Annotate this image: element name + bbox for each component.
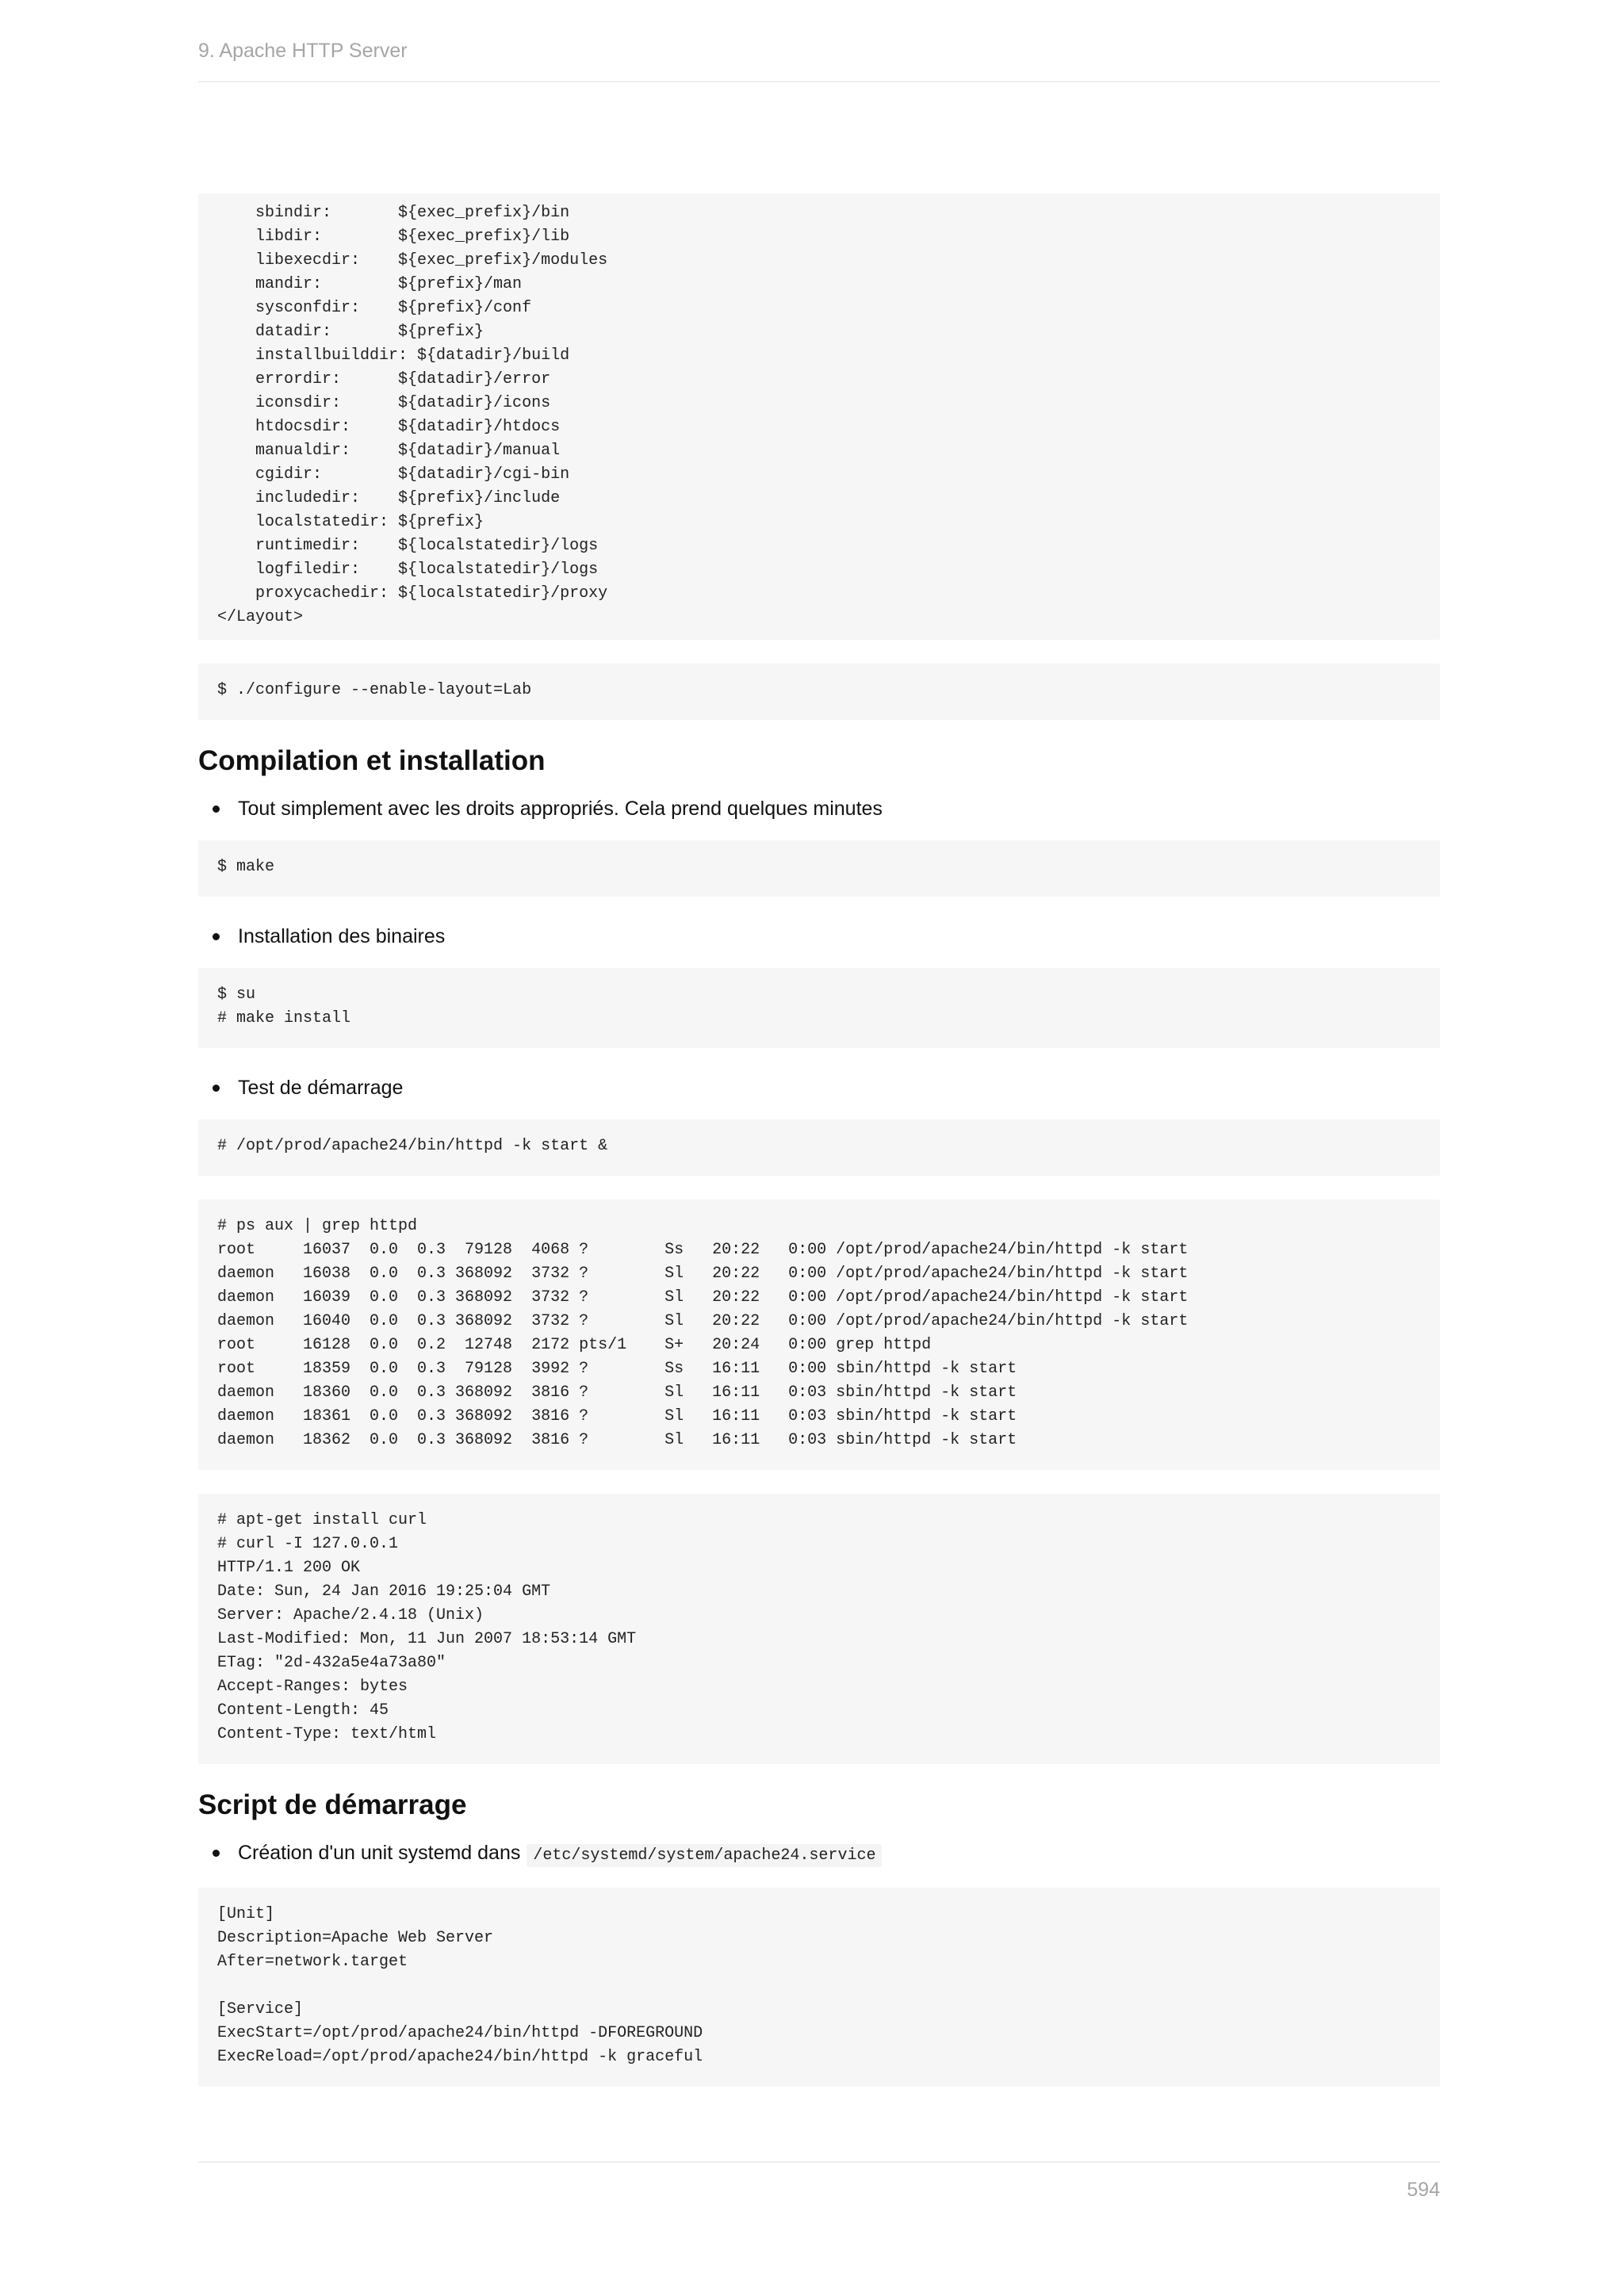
- unit-path-inline-code: /etc/systemd/system/apache24.service: [527, 1844, 882, 1867]
- install-command-code-block: $ su # make install: [198, 968, 1440, 1048]
- page-content: [198, 193, 1440, 2110]
- test-bullet-list: [198, 1072, 1440, 1104]
- chapter-title: 9. Apache HTTP Server: [198, 40, 408, 62]
- make-command-code-block: $ make: [198, 840, 1440, 897]
- install-bullet-item: Installation des binaires: [238, 920, 1440, 952]
- make-bullet-item: Tout simplement avec les droits appropriés. Cela prend quelques minutes: [238, 793, 1440, 825]
- systemd-unit-code-block: [Unit] Description=Apache Web Server After=network.target [Service] ExecStart=/opt/prod/apache24/bin/httpd -DFOREGROUND ExecReload=/opt/prod/apache24/bin/httpd -k graceful: [198, 1888, 1440, 2087]
- unit-bullet-item: [238, 1837, 1440, 1872]
- script-bullet-list: [198, 1837, 1440, 1872]
- compilation-section-heading: Compilation et installation: [198, 745, 546, 776]
- page-header: [198, 35, 1440, 82]
- curl-output-code-block: # apt-get install curl # curl -I 127.0.0.1 HTTP/1.1 200 OK Date: Sun, 24 Jan 2016 19:25:04 GMT Server: Apache/2.4.18 (Unix) Last-Modified: Mon, 11 Jun 2007 18:53:14 GMT ETag: "2d-432a5e4a73a80" Accept-Ranges: bytes Content-Length: 45 Content-Type: text/html: [198, 1494, 1440, 1764]
- ps-output-code-block: # ps aux | grep httpd root 16037 0.0 0.3 79128 4068 ? Ss 20:22 0:00 /opt/prod/apache24/bin/httpd -k start daemon 16038 0.0 0.3 368092 3732 ? Sl 20:22 0:00 /opt/prod/apache24/bin/httpd -k start daemon 16039 0.0 0.3 368092 3732 ? Sl 20:22 0:00 /opt/prod/apache24/bin/httpd -k start daemon 16040 0.0 0.3 368092 3732 ? Sl 20:22 0:00 /opt/prod/apache24/bin/httpd -k start root 16128 0.0 0.2 12748 2172 pts/1 S+ 20:24 0:00 grep httpd root 18359 0.0 0.3 79128 3992 ? Ss 16:11 0:00 sbin/httpd -k start daemon 18360 0.0 0.3 368092 3816 ? Sl 16:11 0:03 sbin/httpd -k start daemon 18361 0.0 0.3 368092 3816 ? Sl 16:11 0:03 sbin/httpd -k start daemon 18362 0.0 0.3 368092 3816 ? Sl 16:11 0:03 sbin/httpd -k start: [198, 1200, 1440, 1470]
- install-bullet-list: [198, 920, 1440, 952]
- script-section-heading: Script de démarrage: [198, 1789, 467, 1820]
- test-bullet-item: Test de démarrage: [238, 1072, 1440, 1104]
- unit-bullet-text: Création d'un unit systemd dans: [238, 1842, 521, 1864]
- layout-config-code-block: sbindir: ${exec_prefix}/bin libdir: ${exec_prefix}/lib libexecdir: ${exec_prefix}/modules mandir: ${prefix}/man sysconfdir: ${prefix}/conf datadir: ${prefix} installbuilddir: ${datadir}/build errordir: ${datadir}/error iconsdir: ${datadir}/icons htdocsdir: ${datadir}/htdocs manualdir: ${datadir}/manual cgidir: ${datadir}/cgi-bin includedir: ${prefix}/include localstatedir: ${prefix} runtimedir: ${localstatedir}/logs logfiledir: ${localstatedir}/logs proxycachedir: ${localstatedir}/proxy </Layout>: [198, 193, 1440, 640]
- start-command-code-block: # /opt/prod/apache24/bin/httpd -k start &: [198, 1119, 1440, 1176]
- page-footer: [198, 2161, 1440, 2226]
- page-number: 594: [1407, 2179, 1440, 2201]
- configure-command-code-block: $ ./configure --enable-layout=Lab: [198, 664, 1440, 720]
- compilation-bullet-list: [198, 793, 1440, 825]
